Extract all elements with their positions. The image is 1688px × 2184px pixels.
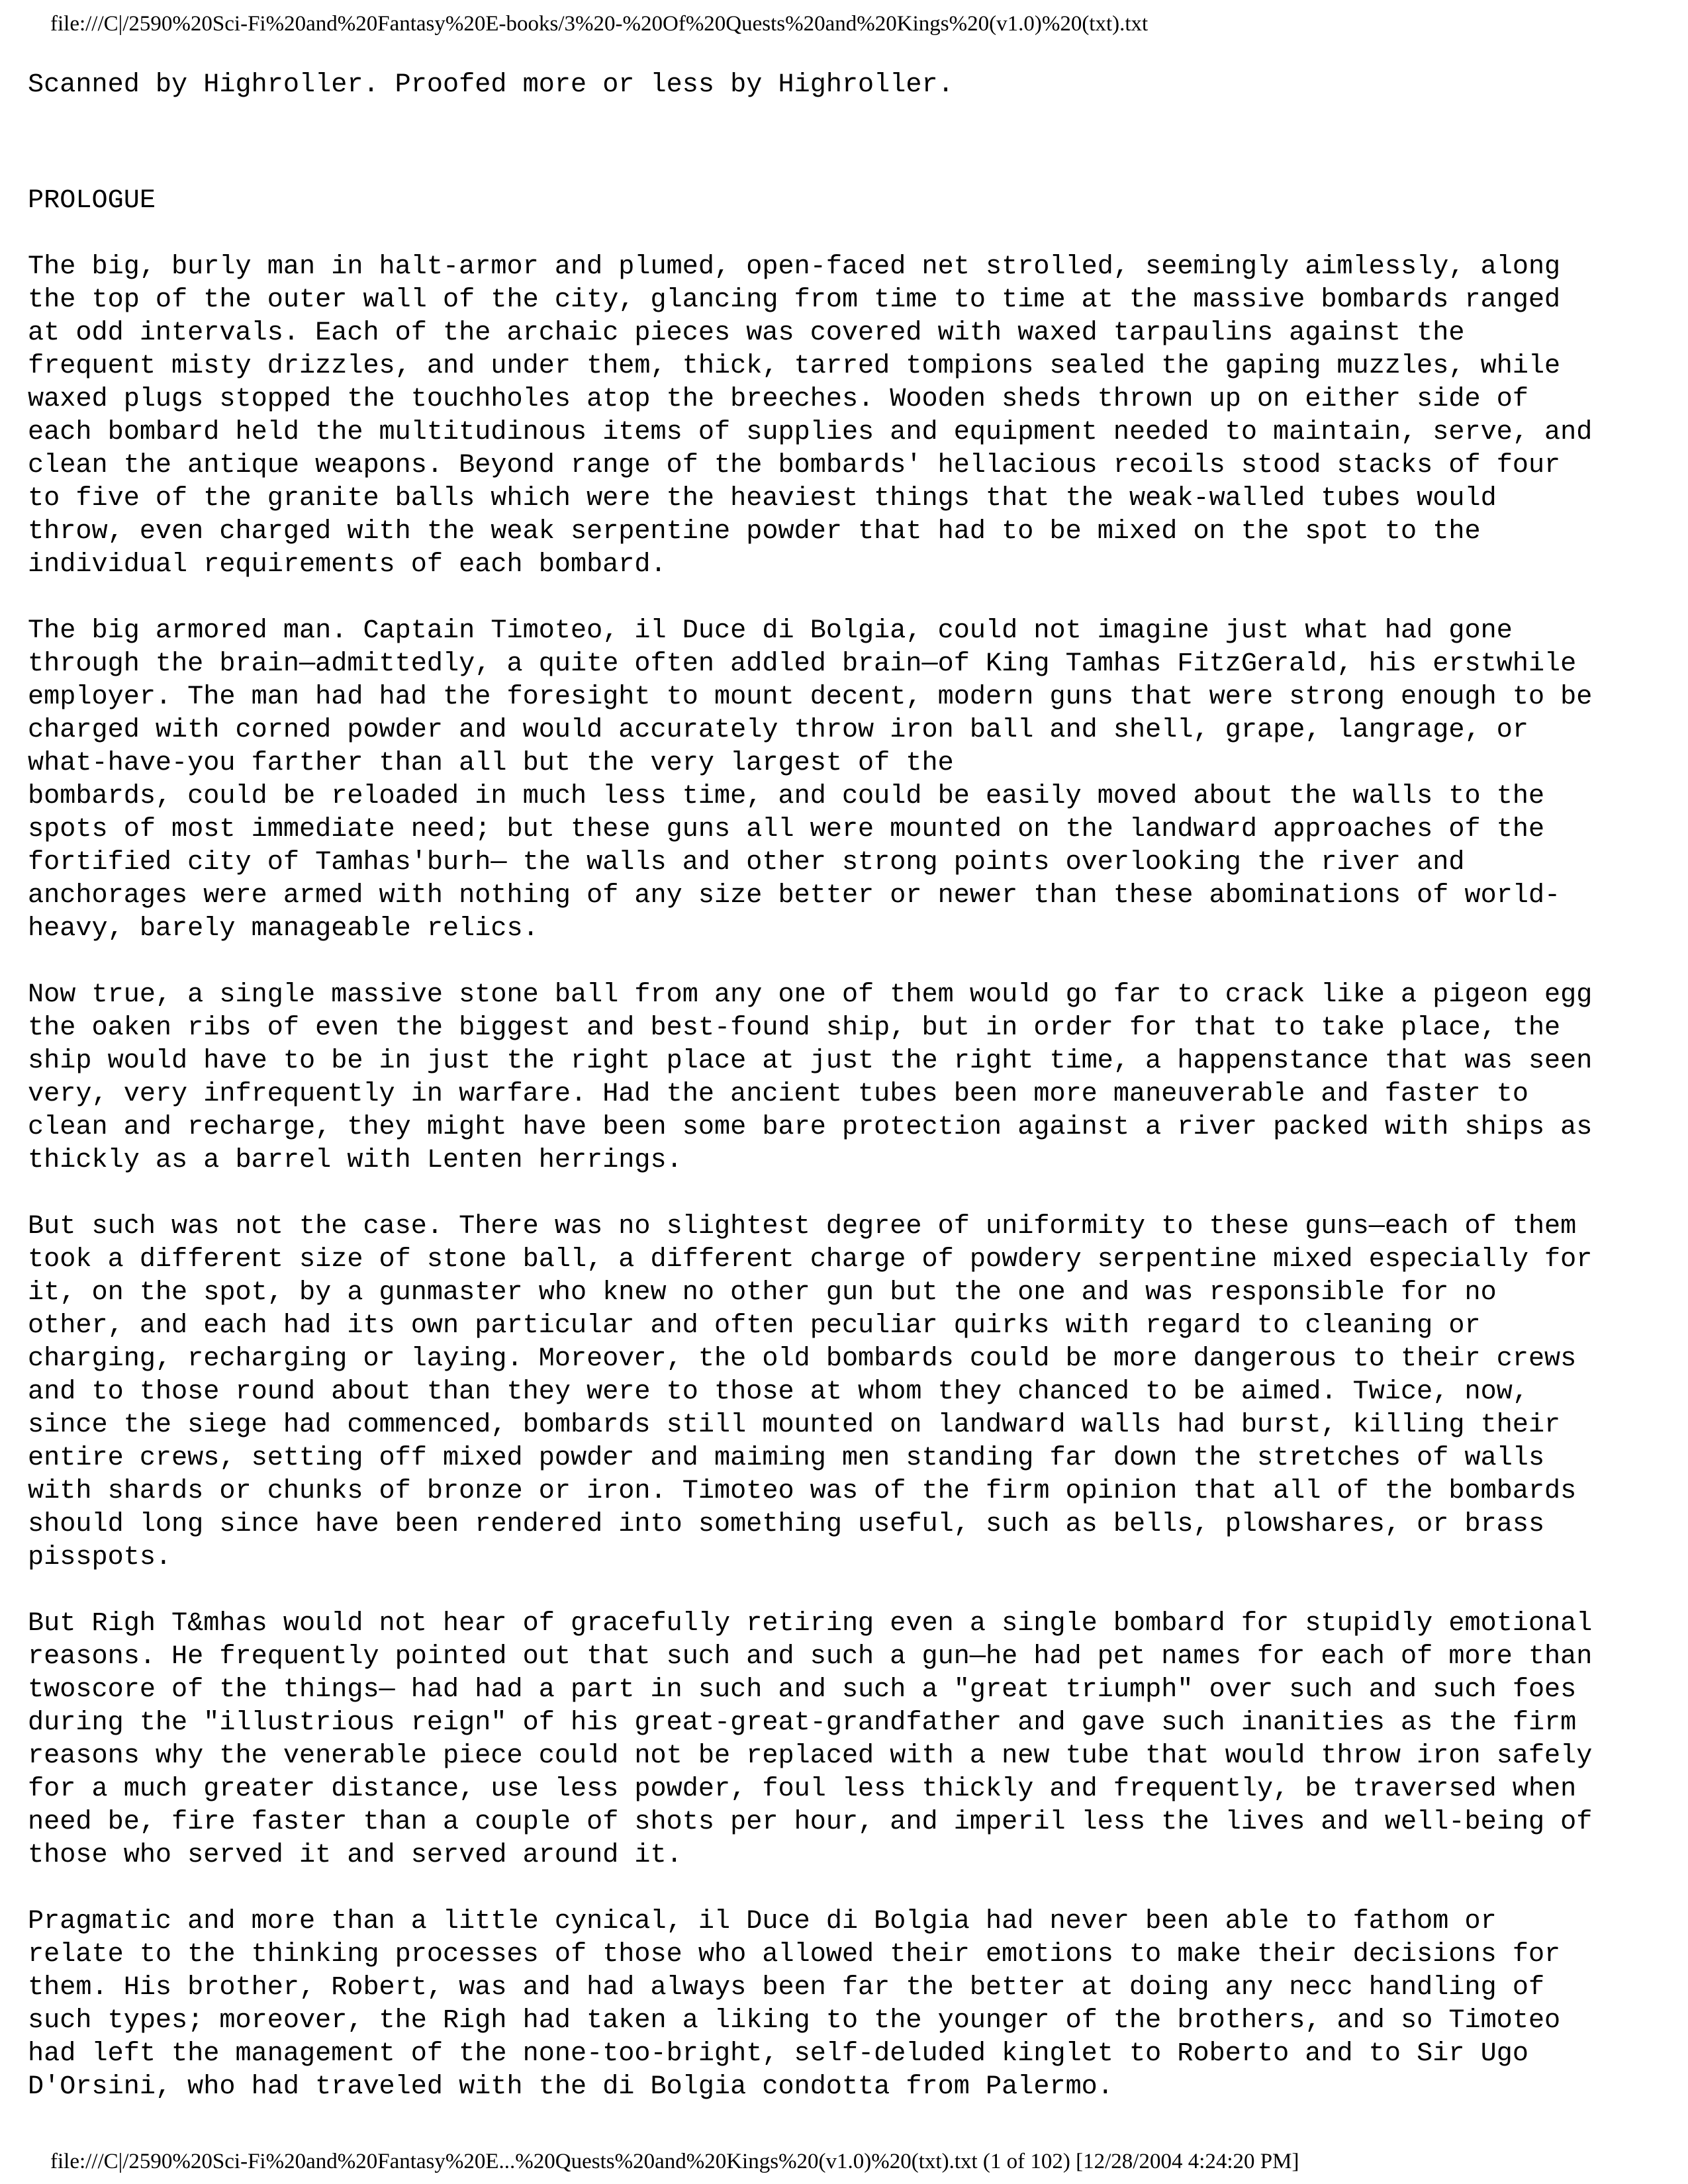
text-line: had left the management of the none-too-bright, self-deluded kinglet to Roberto and to Sir Ugo	[28, 2039, 1528, 2069]
text-line: took a different size of stone ball, a different charge of powdery serpentine mixed especially for	[28, 1245, 1593, 1275]
text-line: bombards, could be reloaded in much less time, and could be easily moved about the walls to the	[28, 782, 1545, 811]
paragraph	[28, 1210, 1663, 1574]
text-line: spots of most immediate need; but these guns all were mounted on the landward approaches of the	[28, 815, 1545, 844]
paragraph	[28, 979, 1663, 1177]
text-line: with shards or chunks of bronze or iron. Timoteo was of the firm opinion that all of the bombards	[28, 1477, 1577, 1506]
text-line: employer. The man had had the foresight to mount decent, modern guns that were strong enough to be	[28, 682, 1593, 712]
text-line: through the brain—admittedly, a quite often addled brain—of King Tamhas FitzGerald, his erstwhile	[28, 649, 1577, 679]
text-line: what-have-you farther than all but the very largest of the	[28, 749, 954, 778]
text-line: during the "illustrious reign" of his great-great-grandfather and gave such inanities as the firm	[28, 1708, 1577, 1738]
text-line: But Righ T&mhas would not hear of gracefully retiring even a single bombard for stupidly emotional	[28, 1609, 1593, 1639]
scanner-note: Scanned by Highroller. Proofed more or less by Highroller.	[28, 70, 954, 100]
text-line: it, on the spot, by a gunmaster who knew no other gun but the one and was responsible for no	[28, 1278, 1497, 1308]
text-line: reasons why the venerable piece could not be replaced with a new tube that would throw iron safely	[28, 1741, 1593, 1771]
paragraphs	[28, 251, 1663, 2104]
paragraph	[28, 615, 1663, 946]
text-line: each bombard held the multitudinous items of supplies and equipment needed to maintain, serve, and	[28, 418, 1593, 447]
text-line: But such was not the case. There was no slightest degree of uniformity to these guns—each of them	[28, 1212, 1577, 1242]
text-line: entire crews, setting off mixed powder and maiming men standing far down the stretches of walls	[28, 1443, 1545, 1473]
text-line: at odd intervals. Each of the archaic pieces was covered with waxed tarpaulins against the	[28, 318, 1465, 348]
text-line: since the siege had commenced, bombards still mounted on landward walls had burst, killing their	[28, 1410, 1561, 1440]
text-line: other, and each had its own particular and often peculiar quirks with regard to cleaning or	[28, 1311, 1481, 1341]
text-line: charging, recharging or laying. Moreover, the old bombards could be more dangerous to their crews	[28, 1344, 1577, 1374]
text-line: the top of the outer wall of the city, glancing from time to time at the massive bombards ranged	[28, 285, 1561, 315]
text-line: relate to the thinking processes of those who allowed their emotions to make their decisions for	[28, 1940, 1561, 1970]
text-line: heavy, barely manageable relics.	[28, 914, 539, 944]
text-line: twoscore of the things— had had a part in such and such a "great triumph" over such and such foes	[28, 1675, 1577, 1705]
text-line: anchorages were armed with nothing of any size better or newer than these abominations of world-	[28, 881, 1561, 911]
text-line: those who served it and served around it.	[28, 1841, 682, 1870]
paragraph	[28, 1905, 1663, 2104]
text-line: throw, even charged with the weak serpentine powder that had to be mixed on the spot to the	[28, 517, 1481, 547]
browser-header-path: file:///C|/2590%20Sci-Fi%20and%20Fantasy%20E-books/3%20-%20Of%20Quests%20and%20Kings%20(v1.0)%20(txt).txt	[50, 12, 1149, 36]
text-line: them. His brother, Robert, was and had always been far the better at doing any necc handling of	[28, 1973, 1545, 2003]
text-line: need be, fire faster than a couple of shots per hour, and imperil less the lives and well-being of	[28, 1807, 1593, 1837]
chapter-heading: PROLOGUE	[28, 186, 156, 216]
text-line: to five of the granite balls which were the heaviest things that the weak-walled tubes would	[28, 484, 1497, 514]
text-line: charged with corned powder and would accurately throw iron ball and shell, grape, langrage, or	[28, 715, 1528, 745]
text-line: the oaken ribs of even the biggest and best-found ship, but in order for that to take place, the	[28, 1013, 1561, 1043]
text-line: reasons. He frequently pointed out that such and such a gun—he had pet names for each of more than	[28, 1642, 1593, 1672]
text-line: ship would have to be in just the right place at just the right time, a happenstance that was seen	[28, 1046, 1593, 1076]
text-line: waxed plugs stopped the touchholes atop the breeches. Wooden sheds thrown up on either side of	[28, 385, 1528, 414]
text-line: and to those round about than they were to those at whom they chanced to be aimed. Twice, now,	[28, 1377, 1528, 1407]
paragraph	[28, 251, 1663, 582]
text-line: fortified city of Tamhas'burh— the walls and other strong points overlooking the river and	[28, 848, 1465, 878]
paragraph	[28, 1608, 1663, 1872]
text-line: thickly as a barrel with Lenten herrings.	[28, 1146, 682, 1175]
text-line: frequent misty drizzles, and under them, thick, tarred tompions sealed the gaping muzzles, while	[28, 351, 1561, 381]
text-line: very, very infrequently in warfare. Had the ancient tubes been more maneuverable and faster to	[28, 1079, 1528, 1109]
text-line: should long since have been rendered into something useful, such as bells, plowshares, or brass	[28, 1510, 1545, 1539]
browser-footer: file:///C|/2590%20Sci-Fi%20and%20Fantasy%20E...%20Quests%20and%20Kings%20(v1.0)%20(txt).txt (1 of 102) [12/28/2004 4:24:20 PM]	[50, 2150, 1299, 2173]
text-line: individual requirements of each bombard.	[28, 550, 667, 580]
text-line: D'Orsini, who had traveled with the di Bolgia condotta from Palermo.	[28, 2072, 1113, 2102]
text-line: The big, burly man in halt-armor and plumed, open-faced net strolled, seemingly aimlessly, along	[28, 252, 1561, 282]
text-line: clean the antique weapons. Beyond range of the bombards' hellacious recoils stood stacks of four	[28, 451, 1561, 480]
text-line: such types; moreover, the Righ had taken a liking to the younger of the brothers, and so Timoteo	[28, 2006, 1561, 2036]
text-line: clean and recharge, they might have been some bare protection against a river packed with ships as	[28, 1113, 1593, 1142]
text-line: Pragmatic and more than a little cynical, il Duce di Bolgia had never been able to fathom or	[28, 1907, 1497, 1936]
text-line: pisspots.	[28, 1543, 172, 1572]
text-line: for a much greater distance, use less powder, foul less thickly and frequently, be traversed when	[28, 1774, 1577, 1804]
text-line: The big armored man. Captain Timoteo, il Duce di Bolgia, could not imagine just what had gone	[28, 616, 1513, 646]
document-body	[28, 69, 1663, 2104]
text-line: Now true, a single massive stone ball from any one of them would go far to crack like a pigeon egg	[28, 980, 1593, 1010]
